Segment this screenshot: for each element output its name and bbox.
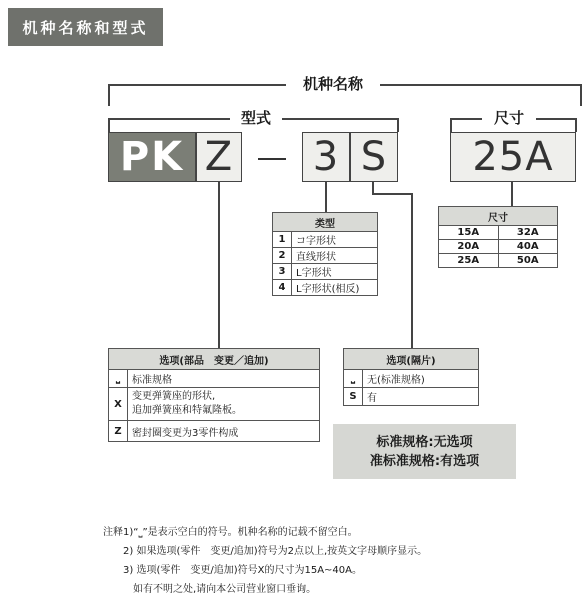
connector-piece-v: [411, 193, 413, 348]
connector-spring: [218, 182, 220, 348]
shape-table: [272, 212, 378, 296]
size-table-header: 尺寸: [439, 207, 558, 226]
table-row-value: L字形状(相反): [292, 280, 378, 296]
table-row-value: [128, 388, 320, 421]
note-line: 注释1)“⎵”是表示空白的符号。机种名称的记载不留空白。: [103, 527, 358, 538]
table-row-value: 直线形状: [292, 248, 378, 264]
model-name-label: 机种名称: [286, 75, 380, 93]
semi-standard-spec-line: 准标准规格:有选项: [369, 453, 480, 469]
shape-table-header: 类型: [273, 213, 378, 232]
connector-piece-top: [372, 182, 374, 194]
table-row-key: 3: [273, 264, 292, 280]
notes: [103, 523, 573, 599]
type-label: 型式: [230, 109, 282, 127]
type-bracket-right: [397, 118, 399, 132]
piece-table: [343, 348, 479, 406]
table-row-key: Z: [109, 421, 128, 442]
note-line: 如有不明之处,请向本公司营业窗口垂询。: [103, 584, 317, 595]
table-row-value: 有: [363, 388, 479, 406]
connector-size: [511, 182, 513, 206]
piece-table-header: 选项(隔片): [344, 349, 479, 370]
table-row-key: 4: [273, 280, 292, 296]
size-bracket-right: [575, 118, 577, 132]
table-cell: 40A: [498, 240, 558, 254]
standard-spec-line: 标准规格:无选项: [376, 434, 473, 450]
table-cell: 50A: [498, 254, 558, 268]
option-table-header: 选项(部品 变更／追加): [109, 349, 320, 370]
table-row-value: 密封圈变更为3零件构成: [128, 421, 320, 442]
table-row-value: L字形状: [292, 264, 378, 280]
connector-piece-h: [372, 193, 412, 195]
table-cell: 32A: [498, 226, 558, 240]
section-header: 机种名称和型式: [8, 8, 163, 46]
table-row-key: 1: [273, 232, 292, 248]
table-row-key: X: [109, 388, 128, 421]
table-row-key: 2: [273, 248, 292, 264]
note-line: 3) 选项(零件 变更/追加)符号X的尺寸为15A~40A。: [103, 565, 362, 576]
table-cell: 15A: [439, 226, 499, 240]
table-row-value: 无(标准规格): [363, 370, 479, 388]
option-table: [108, 348, 320, 442]
size-table: [438, 206, 558, 268]
size-bracket-left: [450, 118, 452, 132]
note-line: 2) 如果选项(零件 变更/追加)符号为2点以上,按英文字母顺序显示。: [103, 546, 428, 557]
code-size: 25A: [450, 132, 576, 182]
type-bracket-left: [108, 118, 110, 132]
standard-spec-box: [333, 424, 516, 479]
code-series-pk: PK: [108, 132, 196, 182]
table-cell: 20A: [439, 240, 499, 254]
code-piece: S: [350, 132, 398, 182]
option-x-line-1: 变更弹簧座的形状,: [132, 391, 216, 402]
connector-shape: [325, 182, 327, 212]
table-row-value: 标准规格: [128, 370, 320, 388]
code-dash: [258, 158, 286, 160]
option-x-line-2: 追加弹簧座和特氟隆板。: [132, 405, 242, 416]
code-spring-option: Z: [196, 132, 242, 182]
table-row-key: ⎵: [344, 370, 363, 388]
table-row-key: S: [344, 388, 363, 406]
size-label: 尺寸: [482, 109, 536, 127]
code-shape: 3: [302, 132, 350, 182]
table-cell: 25A: [439, 254, 499, 268]
table-row-key: ⎵: [109, 370, 128, 388]
model-name-bracket-right: [580, 84, 582, 106]
model-name-bracket-left: [108, 84, 110, 106]
table-row-value: コ字形状: [292, 232, 378, 248]
